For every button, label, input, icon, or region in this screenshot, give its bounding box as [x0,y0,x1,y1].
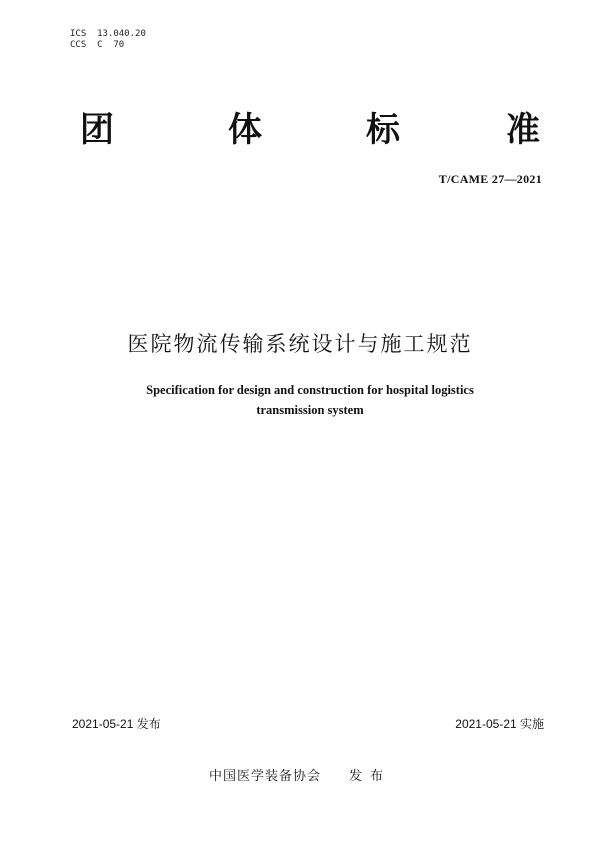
standard-type-char: 准 [506,110,540,150]
english-title-line-1: Specification for design and construction for hospital logistics [146,383,474,397]
issue-date: 2021-05-21 发布 [72,717,161,731]
standard-type-char: 标 [366,110,400,150]
ics-code: ICS 13.040.20 [70,29,146,39]
ccs-code: CCS C 70 [70,40,125,50]
standard-type-char: 体 [228,110,262,150]
implementation-date: 2021-05-21 实施 [455,717,544,731]
standard-number: T/CAME 27—2021 [438,172,542,186]
publish-action: 发布 [349,769,392,784]
document-title-chinese: 医院物流传输系统设计与施工规范 [127,332,473,356]
english-title-line-2: transmission system [256,403,364,417]
classification-codes [70,29,146,51]
document-title-english [60,380,560,420]
publisher-line [0,765,600,784]
publisher-name: 中国医学装备协会 [208,769,321,784]
standard-type-heading [70,108,550,158]
standard-type-char: 团 [80,110,114,150]
